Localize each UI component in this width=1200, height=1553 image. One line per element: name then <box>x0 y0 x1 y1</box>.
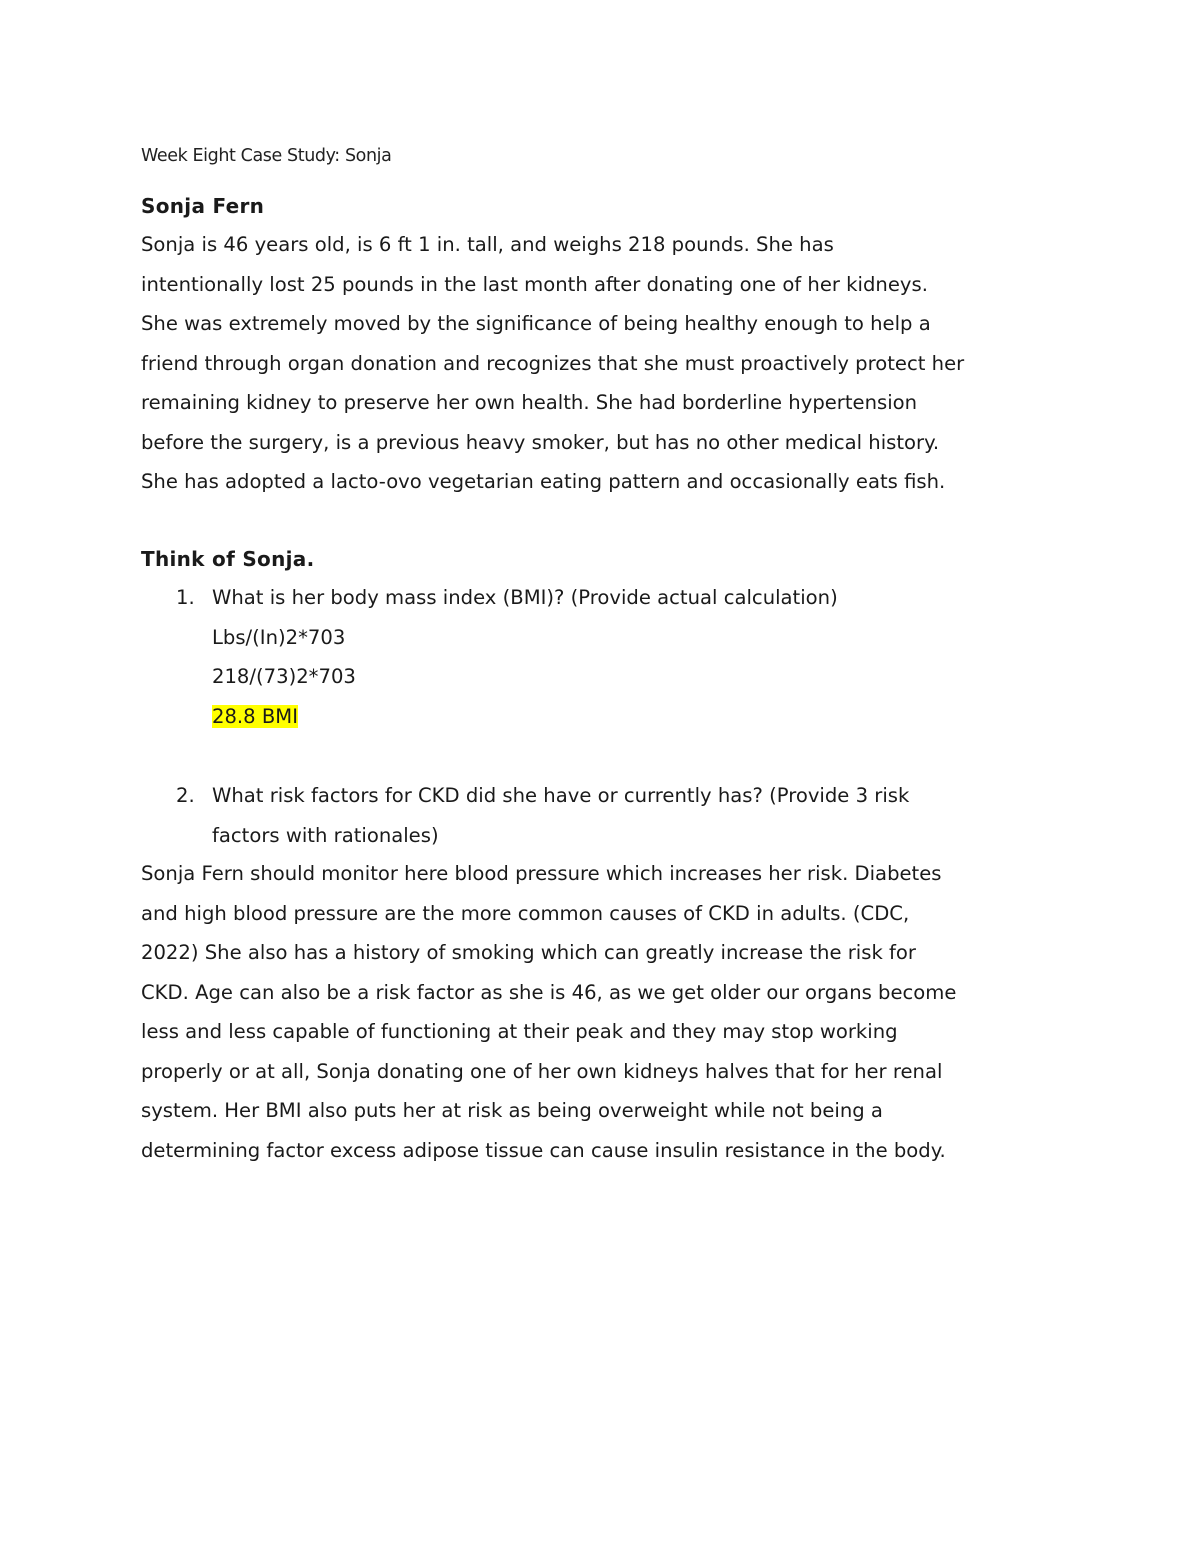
answer-line: and high blood pressure are the more common causes of CKD in adults. (CDC, <box>141 901 910 925</box>
question-2-row <box>141 776 1081 816</box>
answer-line: properly or at all, Sonja donating one of her own kidneys halves that for her renal <box>141 1059 943 1083</box>
question-1-text: What is her body mass index (BMI)? (Provide actual calculation) <box>212 586 838 609</box>
profile-paragraph <box>141 225 1081 502</box>
answer-line: determining factor excess adipose tissue can cause insulin resistance in the body. <box>141 1138 946 1162</box>
profile-line: She has adopted a lacto-ovo vegetarian eating pattern and occasionally eats fish. <box>141 470 946 493</box>
profile-line: Sonja is 46 years old, is 6 ft 1 in. tall, and weighs 218 pounds. She has <box>141 233 834 256</box>
question-1 <box>141 578 1081 736</box>
question-2-text-continued: factors with rationales) <box>212 823 439 847</box>
profile-line: friend through organ donation and recognizes that she must proactively protect her <box>141 351 965 375</box>
question-1-row <box>141 578 1081 618</box>
answer-paragraph <box>141 854 1081 1170</box>
question-1-number: 1. <box>176 586 195 609</box>
question-2-text: What risk factors for CKD did she have or currently has? (Provide 3 risk <box>212 784 910 807</box>
document-title: Week Eight Case Study: Sonja <box>141 146 392 166</box>
answer-line: system. Her BMI also puts her at risk as being overweight while not being a <box>141 1099 883 1122</box>
answer-line: Sonja Fern should monitor here blood pressure which increases her risk. Diabetes <box>141 862 942 885</box>
profile-heading: Sonja Fern <box>141 194 265 218</box>
bmi-formula: Lbs/(In)2*703 <box>212 625 346 649</box>
bmi-calculation: 218/(73)2*703 <box>212 665 356 688</box>
bmi-result: 28.8 BMI <box>212 704 298 728</box>
question-2-number: 2. <box>176 784 195 807</box>
answer-line: 2022) She also has a history of smoking which can greatly increase the risk for <box>141 941 916 964</box>
answer-line: CKD. Age can also be a risk factor as she is 46, as we get older our organs become <box>141 980 957 1004</box>
profile-line: intentionally lost 25 pounds in the last month after donating one of her kidneys. <box>141 272 928 296</box>
profile-line: before the surgery, is a previous heavy smoker, but has no other medical history. <box>141 430 940 454</box>
answer-line: less and less capable of functioning at their peak and they may stop working <box>141 1020 898 1043</box>
questions-heading: Think of Sonja. <box>141 547 315 571</box>
profile-line: remaining kidney to preserve her own health. She had borderline hypertension <box>141 391 918 414</box>
profile-line: She was extremely moved by the significance of being healthy enough to help a <box>141 312 931 335</box>
question-2 <box>141 776 1081 855</box>
